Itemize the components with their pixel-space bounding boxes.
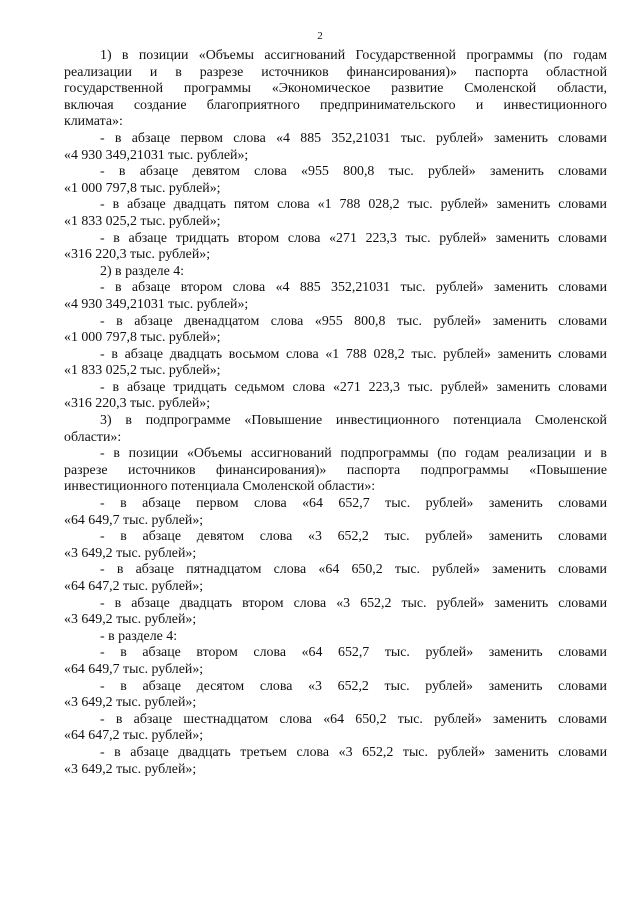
paragraph-line: «1 833 025,2 тыс. рублей»;: [64, 363, 221, 379]
paragraph-line: - в абзаце тридцать втором слова «271 223,3 тыс. рублей» заменить словами: [100, 230, 607, 246]
paragraph: [64, 496, 607, 529]
paragraph-line: области»:: [64, 429, 122, 445]
paragraph-line: - в абзаце первом слова «64 652,7 тыс. рублей» заменить словами: [100, 496, 607, 512]
paragraph: [64, 264, 607, 281]
paragraph: [64, 48, 607, 131]
paragraph: [64, 231, 607, 264]
paragraph-line: 3) в подпрограмме «Повышение инвестиционного потенциала Смоленской: [100, 413, 607, 429]
paragraph-line: - в абзаце двенадцатом слова «955 800,8 тыс. рублей» заменить словами: [100, 313, 607, 329]
paragraph-line: 1) в позиции «Объемы ассигнований Государственной программы (по годам: [100, 48, 607, 63]
paragraph-line: «3 649,2 тыс. рублей»;: [64, 761, 197, 777]
paragraph-line: «1 000 797,8 тыс. рублей»;: [64, 180, 221, 196]
paragraph-line: - в абзаце девятом слова «955 800,8 тыс. рублей» заменить словами: [100, 164, 607, 180]
paragraph: [64, 629, 607, 646]
paragraph-line: «3 649,2 тыс. рублей»;: [64, 695, 197, 711]
paragraph: [64, 280, 607, 313]
paragraph-line: «1 000 797,8 тыс. рублей»;: [64, 330, 221, 346]
paragraph-line: «64 647,2 тыс. рублей»;: [64, 579, 204, 594]
paragraph-line: - в позиции «Объемы ассигнований подпрограммы (по годам реализации и в: [100, 446, 607, 462]
paragraph: [64, 413, 607, 446]
paragraph: [64, 645, 607, 678]
paragraph-line: «3 649,2 тыс. рублей»;: [64, 612, 197, 628]
paragraph: [64, 380, 607, 413]
paragraph: [64, 446, 607, 496]
paragraph-line: - в абзаце двадцать пятом слова «1 788 028,2 тыс. рублей» заменить словами: [100, 197, 607, 213]
paragraph-line: государственной программы «Экономическое развитие Смоленской области,: [64, 81, 607, 97]
paragraph-line: «4 930 349,21031 тыс. рублей»;: [64, 147, 249, 163]
paragraph: [64, 712, 607, 745]
paragraph-line: «64 649,7 тыс. рублей»;: [64, 512, 204, 528]
paragraph: [64, 562, 607, 595]
paragraph-line: - в абзаце пятнадцатом слова «64 650,2 тыс. рублей» заменить словами: [100, 562, 607, 578]
paragraph: [64, 131, 607, 164]
paragraph-line: - в абзаце девятом слова «3 652,2 тыс. рублей» заменить словами: [100, 529, 607, 545]
paragraph: [64, 197, 607, 230]
paragraph: [64, 745, 607, 778]
paragraph-line: - в абзаце тридцать седьмом слова «271 223,3 тыс. рублей» заменить словами: [100, 379, 607, 395]
page-number: 2: [317, 30, 323, 42]
paragraph: [64, 596, 607, 629]
paragraph: [64, 164, 607, 197]
paragraph-line: разрезе источников финансирования)» паспорта подпрограммы «Повышение: [64, 462, 607, 478]
paragraph-line: - в абзаце шестнадцатом слова «64 650,2 тыс. рублей» заменить словами: [100, 711, 607, 727]
paragraph-line: - в разделе 4:: [100, 628, 178, 644]
paragraph: [64, 347, 607, 380]
paragraph-line: «64 647,2 тыс. рублей»;: [64, 728, 204, 744]
paragraph-line: - в абзаце двадцать втором слова «3 652,2 тыс. рублей» заменить словами: [100, 595, 607, 611]
paragraph-line: «316 220,3 тыс. рублей»;: [64, 396, 211, 412]
paragraph-line: - в абзаце первом слова «4 885 352,21031 тыс. рублей» заменить словами: [100, 130, 607, 146]
paragraph-line: «1 833 025,2 тыс. рублей»;: [64, 213, 221, 229]
paragraph-line: «3 649,2 тыс. рублей»;: [64, 545, 197, 561]
paragraph-line: - в абзаце двадцать восьмом слова «1 788 028,2 тыс. рублей» заменить словами: [100, 346, 607, 362]
paragraph-line: «64 649,7 тыс. рублей»;: [64, 661, 204, 677]
document-body: [64, 48, 607, 778]
paragraph-line: климата»:: [64, 114, 123, 130]
paragraph-line: «4 930 349,21031 тыс. рублей»;: [64, 296, 249, 312]
paragraph-line: - в абзаце втором слова «4 885 352,21031 тыс. рублей» заменить словами: [100, 280, 607, 296]
paragraph-line: реализации и в разрезе источников финансирования)» паспорта областной: [64, 64, 607, 80]
paragraph: [64, 314, 607, 347]
paragraph: [64, 679, 607, 712]
paragraph-line: включая создание благоприятного предпринимательского и инвестиционного: [64, 97, 607, 113]
paragraph-line: инвестиционного потенциала Смоленской области»:: [64, 479, 376, 495]
paragraph-line: «316 220,3 тыс. рублей»;: [64, 247, 211, 263]
paragraph: [64, 529, 607, 562]
paragraph-line: 2) в разделе 4:: [100, 263, 185, 279]
paragraph-line: - в абзаце втором слова «64 652,7 тыс. рублей» заменить словами: [100, 645, 607, 661]
paragraph-line: - в абзаце двадцать третьем слова «3 652,2 тыс. рублей» заменить словами: [100, 744, 607, 760]
paragraph-line: - в абзаце десятом слова «3 652,2 тыс. рублей» заменить словами: [100, 678, 607, 694]
